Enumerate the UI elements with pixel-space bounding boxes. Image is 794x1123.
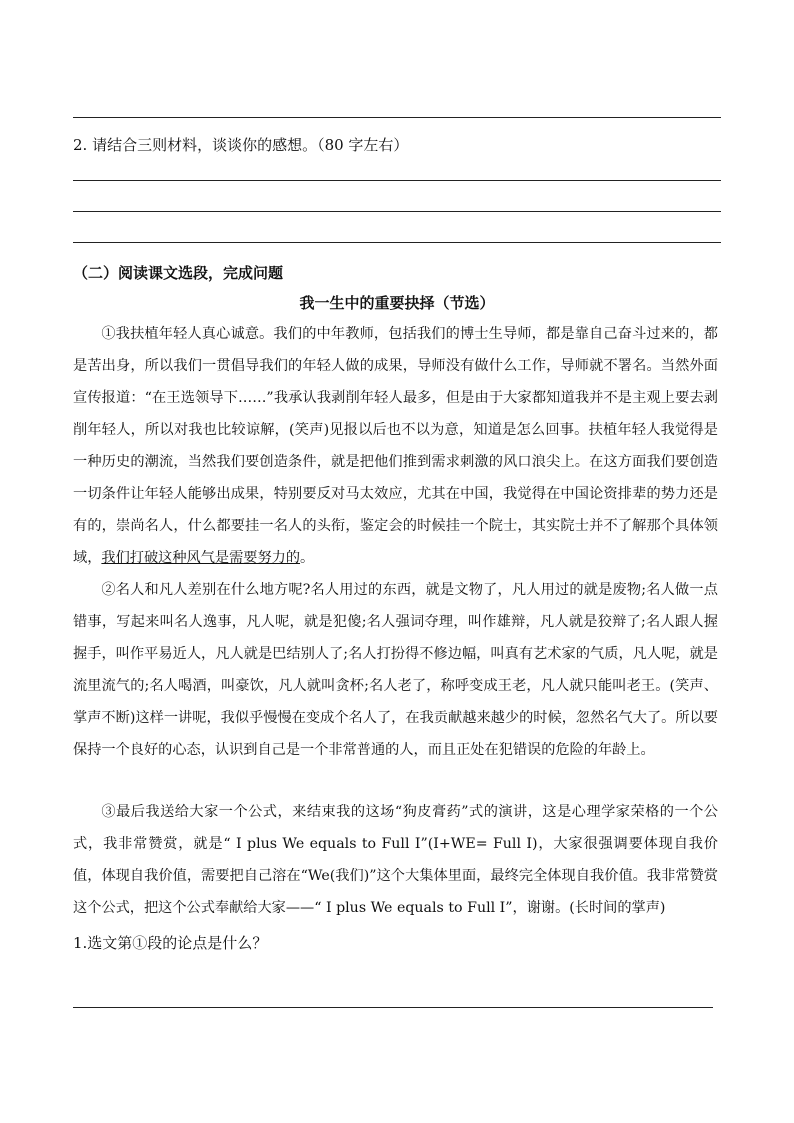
answer-line[interactable] [73,242,721,243]
question-1: 1.选文第①段的论点是什么？ [73,934,268,952]
paragraph-1-text: ①我扶植年轻人真心诚意。我们的中年教师，包括我们的博士生导师，都是靠自己奋斗过来的，都是苦出身，所以我们一贯倡导我们的年轻人做的成果，导师没有做什么工作，导师就不署名。当然外面宣传报道：“在王选领导下……”我承认我剥削年轻人最多，但是由于大家都知道我并不是主观上要去剥削年轻人，所以对我也比较谅解，(笑声)见报以后也不以为意，知道是怎么回事。扶植年轻人我觉得是一种历史的潮流，当然我们要创造条件，就是把他们推到需求刺激的风口浪尖上。在这方面我们要创造一切条件让年轻人能够出成果，特别要反对马太效应，尤其在中国，我觉得在中国论资排辈的势力还是有的，崇尚名人，什么都要挂一名人的头衔，鉴定会的时候挂一个院士，其实院士并不了解那个具体领域， [73,326,718,566]
question-2: 2. 请结合三则材料，谈谈你的感想。（80 字左右） [73,136,409,154]
answer-line[interactable] [73,117,721,118]
article-title: 我一生中的重要抉择（节选） [299,294,495,312]
answer-line[interactable] [73,1007,713,1008]
section-heading: （二）阅读课文选段，完成问题 [73,264,284,282]
underlined-sentence: 我们打破这种风气是需要努力的 [101,550,301,566]
answer-line[interactable] [73,211,721,212]
paragraph-2: ②名人和凡人差别在什么地方呢?名人用过的东西，就是文物了，凡人用过的就是废物;名人做一点错事，写起来叫名人逸事，凡人呢，就是犯傻;名人强词夺理，叫作雄辩，凡人就是狡辩了;名人跟人握握手，叫作平易近人，凡人就是巴结别人了;名人打扮得不修边幅，叫真有艺术家的气质，凡人呢，就是流里流气的;名人喝酒，叫豪饮，凡人就叫贪杯;名人老了，称呼变成王老，凡人就只能叫老王。(笑声、掌声不断)这样一讲呢，我似乎慢慢在变成个名人了，在我贡献越来越少的时候，忽然名气大了。所以要保持一个良好的心态，认识到自己是一个非常普通的人，而且正处在犯错误的危险的年龄上。 [73,582,718,758]
paragraph-1-end: 。 [300,550,315,566]
paragraph-3: ③最后我送给大家一个公式，来结束我的这场“狗皮膏药”式的演讲，这是心理学家荣格的一个公式，我非常赞赏，就是“ I plus We equals to Full I”(I+WE= Full I)，大家很强调要体现自我价值，体现自我价值，需要把自己溶在“We(我们)”这个大集体里面，最终完全体现自我价值。我非常赞赏这个公式，把这个公式奉献给大家——“ I plus We equals to Full I”，谢谢。(长时间的掌声) [73,804,718,916]
paragraph-1 [73,318,718,574]
answer-line[interactable] [73,180,721,181]
